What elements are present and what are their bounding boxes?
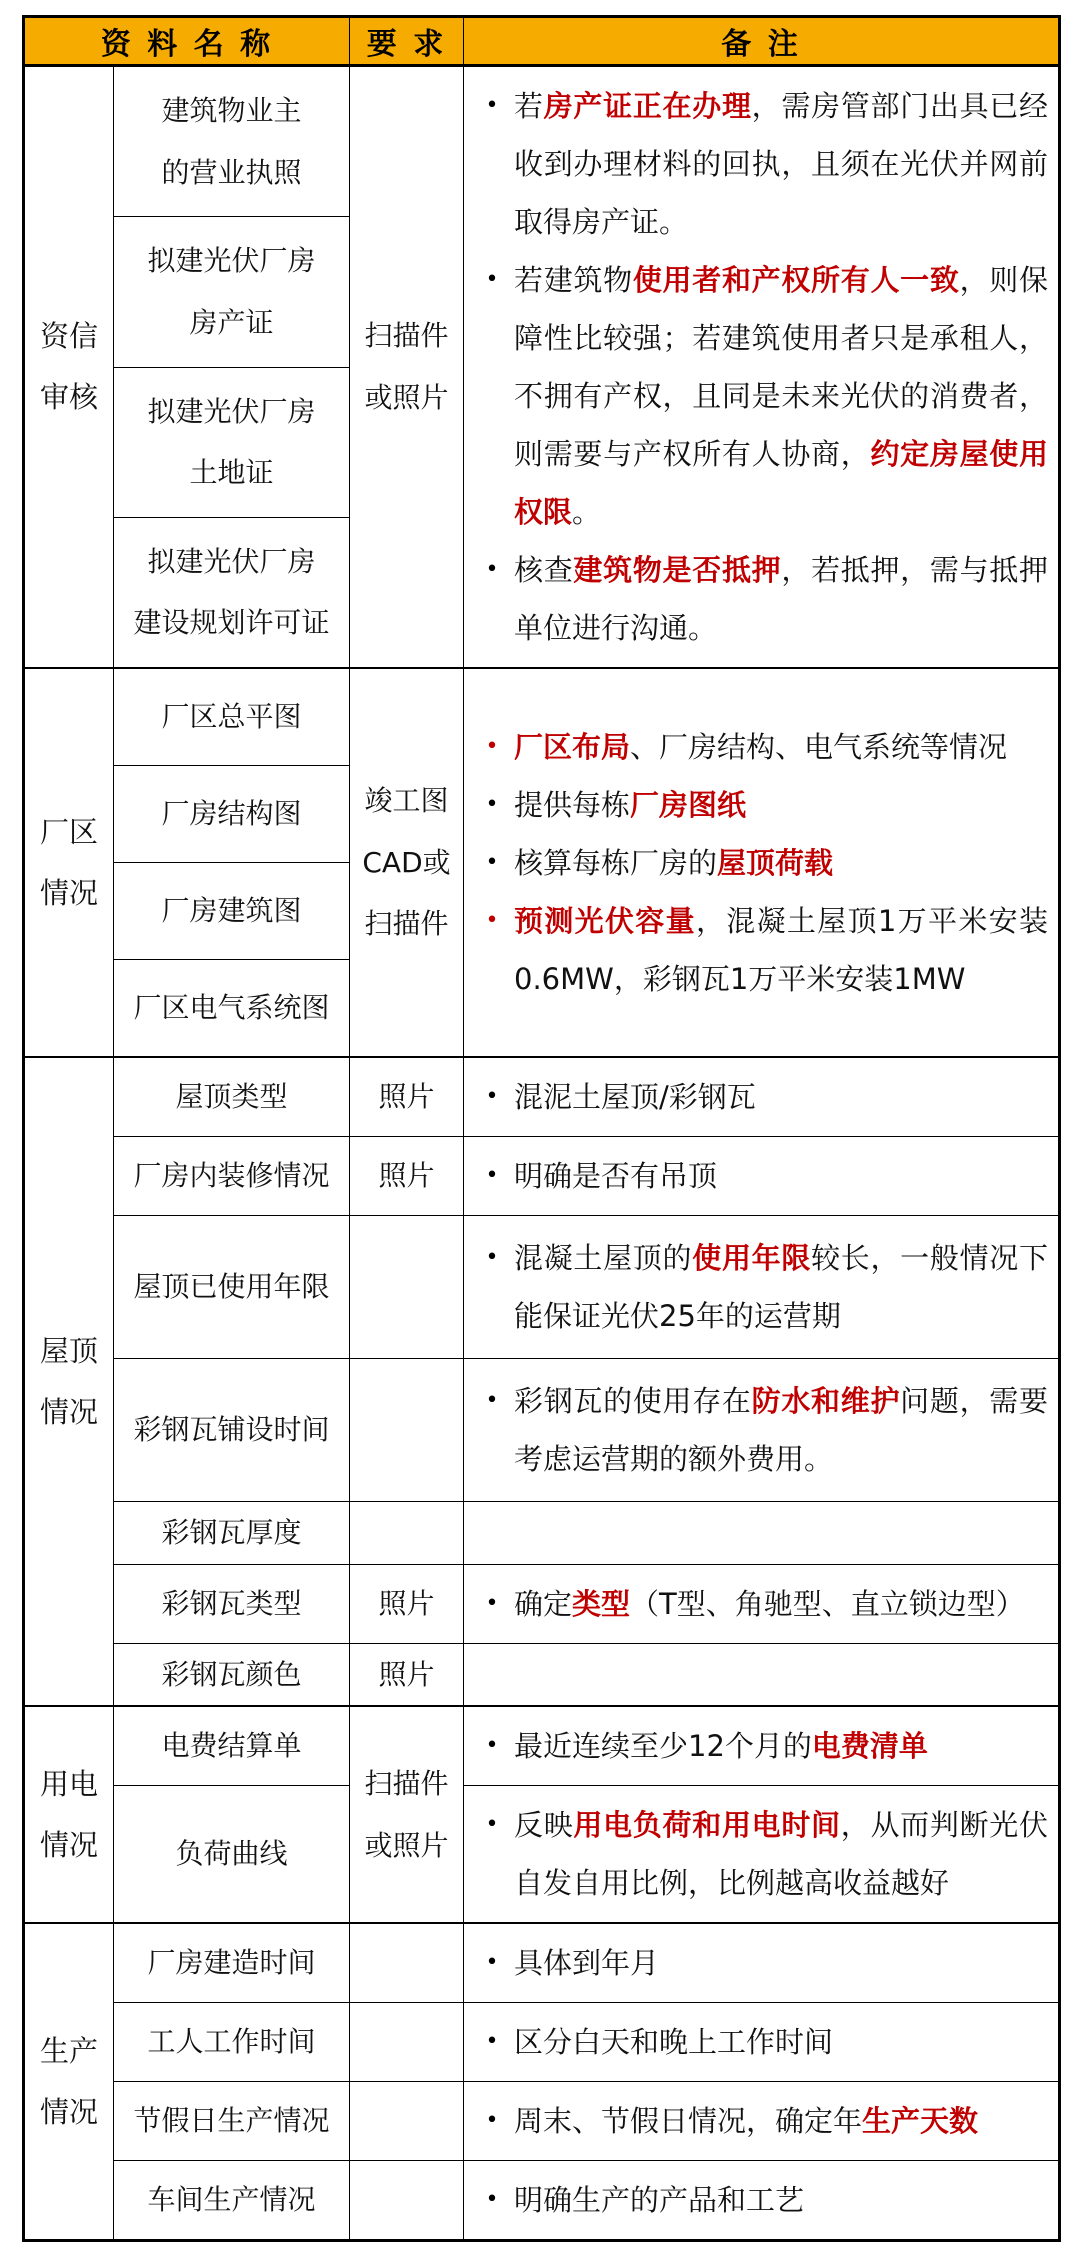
remarks-cell xyxy=(464,1786,1060,1924)
remarks-cell xyxy=(464,2082,1060,2161)
remark-bullet-item xyxy=(470,2171,1050,2229)
remark-text xyxy=(514,2171,1050,2229)
remark-plain: 。 xyxy=(572,495,602,529)
remark-text xyxy=(514,1796,1050,1912)
remark-plain: 混泥土屋顶/彩钢瓦 xyxy=(514,1080,756,1114)
bullet-icon: • xyxy=(485,1163,499,1188)
remark-plain: 最近连续至少12个月的 xyxy=(514,1729,812,1764)
remark-text xyxy=(514,77,1050,251)
remark-plain: 较长，一般情况下能保证光伏25年的运营期 xyxy=(514,1241,1048,1333)
table-row xyxy=(24,1923,1060,2003)
requirement-cell: 照片 xyxy=(350,1564,464,1643)
remarks-cell xyxy=(464,2003,1060,2082)
table-row xyxy=(24,1564,1060,1643)
item-cell: 电费结算单 xyxy=(114,1706,350,1786)
bullet-icon: • xyxy=(485,2029,499,2055)
bullet-icon: • xyxy=(485,2187,499,2213)
remark-plain: 提供每栋 xyxy=(514,787,631,822)
remark-plain: 明确生产的产品和工艺 xyxy=(514,2183,805,2218)
requirement-cell: 扫描件 或照片 xyxy=(350,1706,464,1923)
header-material-name: 资 料 名 称 xyxy=(24,17,350,66)
item-cell: 厂房内装修情况 xyxy=(114,1137,350,1216)
remark-highlight: 用电负荷和用电时间 xyxy=(573,1808,841,1843)
remarks-cell xyxy=(464,1564,1060,1643)
table-row xyxy=(24,1643,1060,1706)
remarks-cell xyxy=(464,66,1060,669)
item-cell: 厂区总平图 xyxy=(114,668,350,766)
item-cell: 工人工作时间 xyxy=(114,2003,350,2082)
remark-text xyxy=(514,2013,1050,2071)
requirement-cell xyxy=(350,2161,464,2241)
group-label-cell: 用电 情况 xyxy=(24,1706,114,1923)
remark-bullet-item xyxy=(470,1934,1050,1992)
table-row xyxy=(24,2082,1060,2161)
remark-plain: 明确是否有吊顶 xyxy=(514,1159,718,1193)
remark-plain: 区分白天和晚上工作时间 xyxy=(514,2025,834,2060)
remark-text xyxy=(514,251,1050,541)
remark-bullet-item xyxy=(470,892,1050,1008)
header-requirement: 要 求 xyxy=(350,17,464,66)
remark-bullet-item xyxy=(470,718,1050,776)
remarks-cell xyxy=(464,668,1060,1057)
remark-plain: ，需房管部门出具已经收到办理材料的回执，且须在光伏并网前取得房产证。 xyxy=(514,89,1048,239)
remark-plain: （T型、角驰型、直立锁边型） xyxy=(630,1586,1025,1621)
remark-plain: ，混凝土屋顶1万平米安装0.6MW，彩钢瓦1万平米安装1MW xyxy=(514,903,1048,996)
group-label-cell: 资信 审核 xyxy=(24,66,114,669)
remarks-cell xyxy=(464,1502,1060,1565)
item-cell: 彩钢瓦厚度 xyxy=(114,1502,350,1565)
remark-highlight: 房产证正在办理 xyxy=(543,89,752,123)
bullet-icon: • xyxy=(485,1812,499,1838)
item-cell: 拟建光伏厂房 建设规划许可证 xyxy=(114,517,350,668)
remarks-cell xyxy=(464,1359,1060,1502)
remarks-cell xyxy=(464,1057,1060,1137)
bullet-icon: • xyxy=(485,267,499,292)
table-body xyxy=(24,66,1060,2241)
remark-bullet-item xyxy=(470,2013,1050,2071)
item-cell: 建筑物业主 的营业执照 xyxy=(114,66,350,217)
remark-text xyxy=(514,1372,1050,1488)
item-cell: 彩钢瓦铺设时间 xyxy=(114,1359,350,1502)
remark-plain: 周末、节假日情况，确定年 xyxy=(514,2104,863,2139)
group-label-cell: 屋顶 情况 xyxy=(24,1057,114,1706)
table-row xyxy=(24,2161,1060,2241)
item-cell: 拟建光伏厂房 房产证 xyxy=(114,217,350,367)
item-cell: 节假日生产情况 xyxy=(114,2082,350,2161)
remark-bullet-item xyxy=(470,1229,1050,1345)
remark-highlight: 生产天数 xyxy=(862,2104,979,2139)
remark-bullet-item xyxy=(470,1575,1050,1633)
bullet-icon: • xyxy=(485,791,499,817)
remark-plain: 问题，需要考虑运营期的额外费用。 xyxy=(514,1384,1048,1476)
remark-text xyxy=(514,541,1050,657)
table-row xyxy=(24,668,1060,766)
item-cell: 厂房建造时间 xyxy=(114,1923,350,2003)
remark-text xyxy=(514,1147,1050,1205)
remark-plain: 具体到年月 xyxy=(514,1946,660,1981)
header-row xyxy=(24,17,1060,66)
requirement-cell xyxy=(350,2082,464,2161)
remark-highlight: 厂区布局 xyxy=(514,729,631,764)
remark-highlight: 电费清单 xyxy=(811,1729,928,1764)
remark-bullet-item xyxy=(470,251,1050,541)
remark-highlight: 使用年限 xyxy=(692,1241,812,1275)
remark-text xyxy=(514,834,1050,892)
requirement-cell xyxy=(350,1923,464,2003)
group-label-cell: 厂区 情况 xyxy=(24,668,114,1057)
requirement-cell xyxy=(350,1502,464,1565)
group-label-cell: 生产 情况 xyxy=(24,1923,114,2241)
remark-plain: 核查 xyxy=(514,553,574,587)
requirement-cell xyxy=(350,1216,464,1359)
item-cell: 厂房建筑图 xyxy=(114,863,350,960)
remark-bullet-item xyxy=(470,541,1050,657)
item-cell: 屋顶类型 xyxy=(114,1057,350,1137)
remarks-cell xyxy=(464,1643,1060,1706)
remark-highlight: 厂房图纸 xyxy=(630,787,747,822)
remark-bullet-item xyxy=(470,1717,1050,1775)
requirement-cell: 照片 xyxy=(350,1643,464,1706)
bullet-icon: • xyxy=(485,1590,499,1616)
remark-plain: 核算每栋厂房的 xyxy=(514,845,718,880)
remarks-cell xyxy=(464,1923,1060,2003)
item-cell: 车间生产情况 xyxy=(114,2161,350,2241)
remark-bullet-item xyxy=(470,77,1050,251)
bullet-icon: • xyxy=(485,1084,499,1109)
table-row xyxy=(24,1502,1060,1565)
remark-highlight: 类型 xyxy=(572,1586,631,1621)
remark-plain: 、厂房结构、电气系统等情况 xyxy=(630,729,1008,764)
remark-highlight: 屋顶荷载 xyxy=(717,845,834,880)
remark-highlight: 约定房屋使用权限 xyxy=(514,437,1048,529)
remark-highlight: 建筑物是否抵押 xyxy=(573,553,782,587)
remarks-cell xyxy=(464,1216,1060,1359)
remark-text xyxy=(514,718,1050,776)
remark-plain: 彩钢瓦的使用存在 xyxy=(514,1384,752,1418)
table-row xyxy=(24,2003,1060,2082)
remarks-cell xyxy=(464,1137,1060,1216)
remark-bullet-item xyxy=(470,776,1050,834)
bullet-icon: • xyxy=(485,1388,499,1413)
item-cell: 厂房结构图 xyxy=(114,766,350,863)
bullet-icon: • xyxy=(485,733,499,759)
remark-text xyxy=(514,1229,1050,1345)
remark-plain: 反映 xyxy=(514,1808,574,1843)
requirement-cell: 照片 xyxy=(350,1057,464,1137)
item-cell: 彩钢瓦类型 xyxy=(114,1564,350,1643)
remark-bullet-item xyxy=(470,1147,1050,1205)
remark-text xyxy=(514,1068,1050,1126)
item-cell: 彩钢瓦颜色 xyxy=(114,1643,350,1706)
table-row xyxy=(24,1359,1060,1502)
remark-plain: ，若抵押，需与抵押单位进行沟通。 xyxy=(514,553,1048,645)
requirement-cell xyxy=(350,2003,464,2082)
materials-table xyxy=(22,15,1061,2242)
remark-bullet-item xyxy=(470,1068,1050,1126)
bullet-icon: • xyxy=(485,907,499,933)
table-row xyxy=(24,1706,1060,1786)
requirement-cell: 竣工图 CAD或 扫描件 xyxy=(350,668,464,1057)
remark-text xyxy=(514,776,1050,834)
remark-highlight: 预测光伏容量 xyxy=(514,903,696,938)
remark-text xyxy=(514,1717,1050,1775)
remark-bullet-item xyxy=(470,2092,1050,2150)
bullet-icon: • xyxy=(485,93,499,118)
bullet-icon: • xyxy=(485,1950,499,1976)
item-cell: 拟建光伏厂房 土地证 xyxy=(114,367,350,517)
remark-highlight: 使用者和产权所有人一致 xyxy=(632,263,960,297)
bullet-icon: • xyxy=(485,557,499,582)
bullet-icon: • xyxy=(485,1245,499,1270)
requirement-cell: 扫描件 或照片 xyxy=(350,66,464,669)
table-row xyxy=(24,1057,1060,1137)
remarks-cell xyxy=(464,2161,1060,2241)
remark-bullet-item xyxy=(470,1372,1050,1488)
remark-plain: 混凝土屋顶的 xyxy=(514,1241,693,1275)
bullet-icon: • xyxy=(485,1733,499,1759)
remarks-cell xyxy=(464,1706,1060,1786)
remark-text xyxy=(514,1934,1050,1992)
item-cell: 屋顶已使用年限 xyxy=(114,1216,350,1359)
requirement-cell: 照片 xyxy=(350,1137,464,1216)
table-row xyxy=(24,1216,1060,1359)
bullet-icon: • xyxy=(485,2108,499,2134)
item-cell: 负荷曲线 xyxy=(114,1786,350,1924)
bullet-icon: • xyxy=(485,849,499,875)
remark-bullet-item xyxy=(470,1796,1050,1912)
remark-highlight: 防水和维护 xyxy=(751,1384,901,1418)
table-row xyxy=(24,66,1060,217)
table-row xyxy=(24,1137,1060,1216)
header-remark: 备 注 xyxy=(464,17,1060,66)
remark-text xyxy=(514,2092,1050,2150)
remark-text xyxy=(514,892,1050,1008)
remark-bullet-item xyxy=(470,834,1050,892)
remark-plain: ，从而判断光伏自发自用比例，比例越高收益越好 xyxy=(514,1808,1048,1901)
remark-plain: ，则保障性比较强；若建筑使用者只是承租人，不拥有产权，且同是未来光伏的消费者，则需要与产权所有人协商， xyxy=(514,263,1048,471)
remark-plain: 若 xyxy=(514,89,544,123)
remark-plain: 确定 xyxy=(514,1586,573,1621)
remark-plain: 若建筑物 xyxy=(514,263,633,297)
table-row xyxy=(24,1786,1060,1924)
requirement-cell xyxy=(350,1359,464,1502)
remark-text xyxy=(514,1575,1050,1633)
item-cell: 厂区电气系统图 xyxy=(114,960,350,1058)
